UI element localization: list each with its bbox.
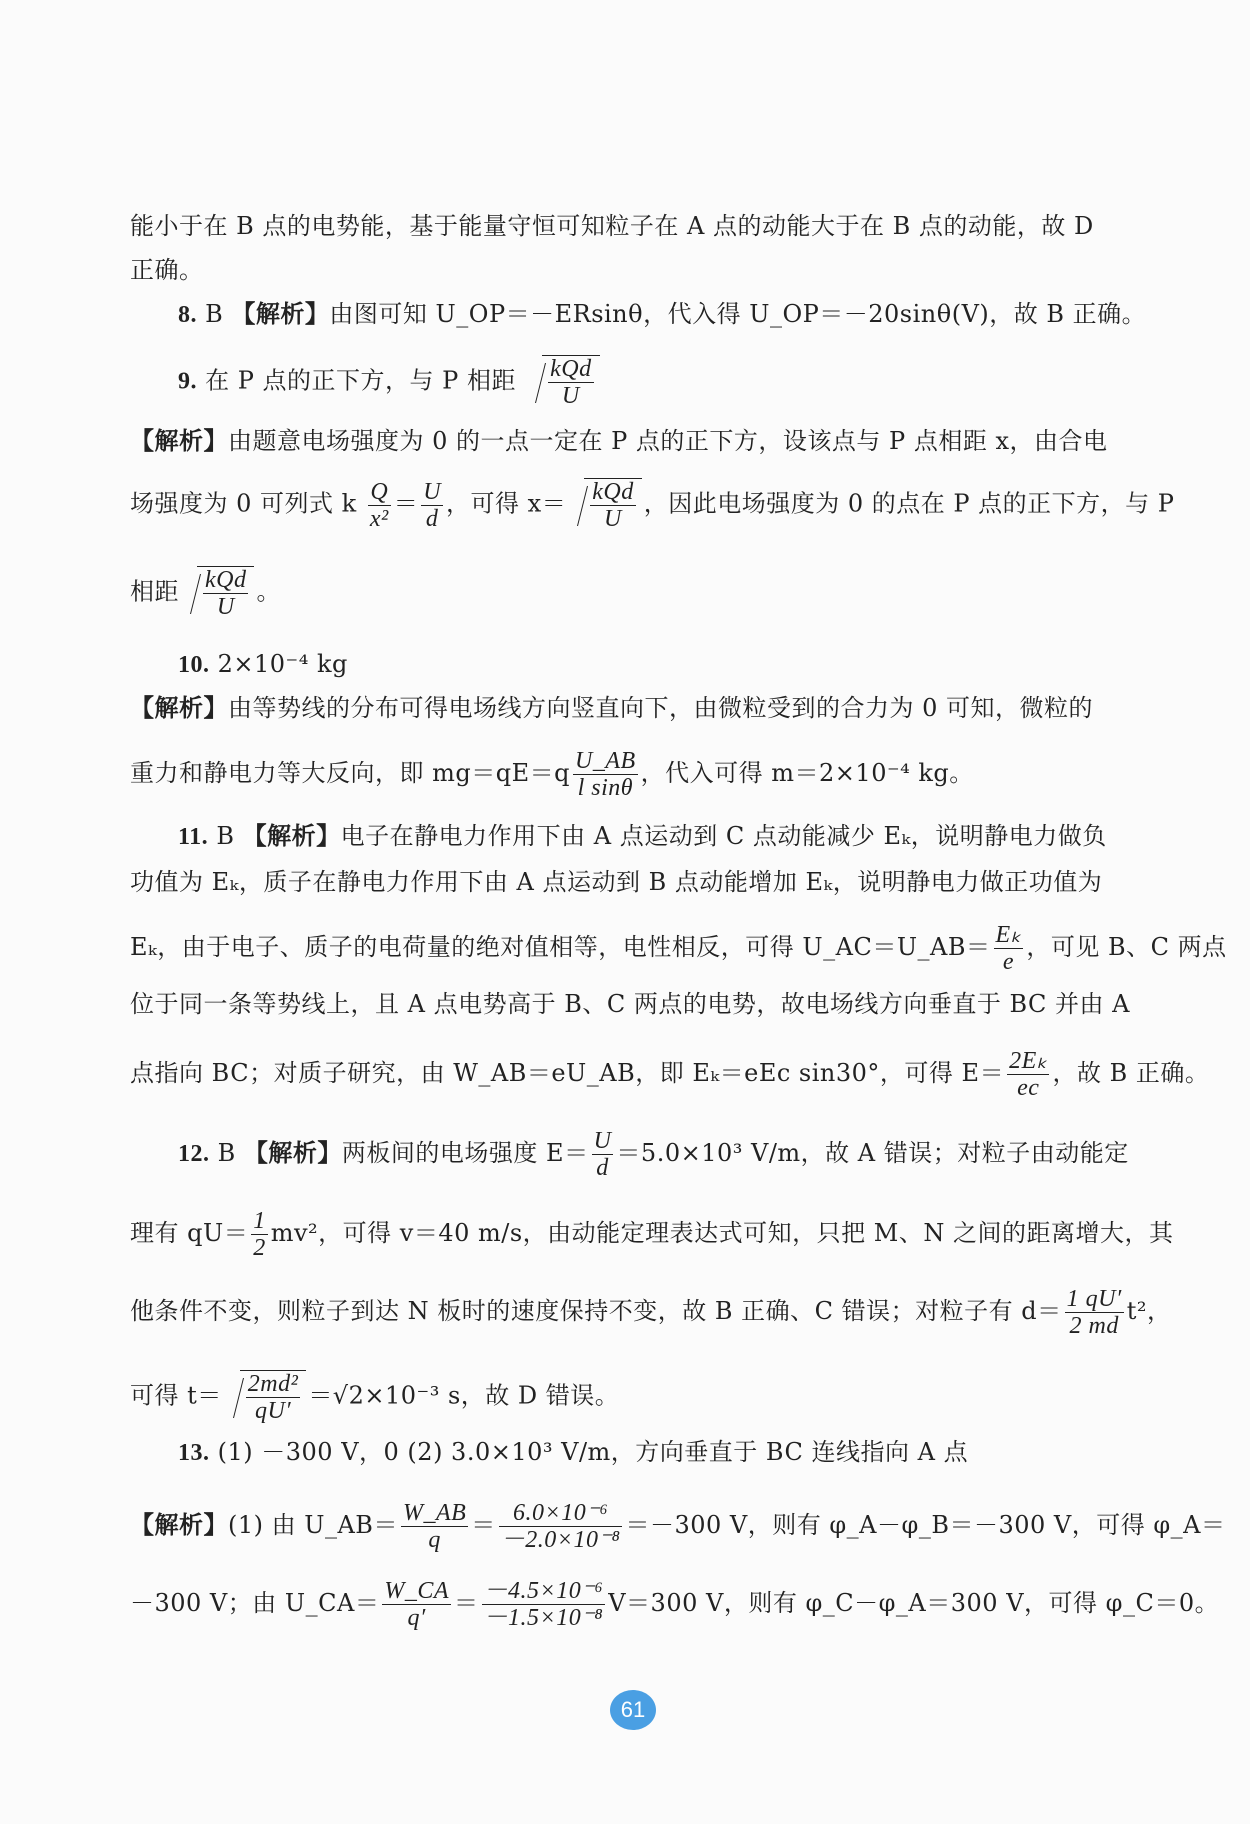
answer-10: 10. 2×10⁻⁴ kg [178, 650, 348, 678]
question-number: 11. [178, 824, 209, 850]
question-number: 9. [178, 368, 197, 395]
page-number-badge: 61 [610, 1690, 656, 1730]
fraction: $\frac{U\_AB}{\text{l sinθ}}$ [575, 748, 636, 801]
analysis-tag: 【解析】 [130, 1510, 228, 1539]
text-line: 能小于在 B 点的电势能，基于能量守恒可知粒子在 A 点的动能大于在 B 点的动能，故 D [130, 212, 1094, 240]
text-line: 正确。 [130, 256, 204, 284]
text-line: 重力和静电力等大反向，即 mg＝qE＝q $\frac{U\_AB}{\text{l sinθ}}$ ，代入可得 m＝2×10⁻⁴ kg。 [130, 748, 974, 801]
text-line: 场强度为 0 可列式 k $\frac{Q}{\text{x²}}$ ＝ $\frac{U}{d}$ ，可得 x＝ $\frac{\text{kQd}}{U}$ ，因此电场强度为 0 的点在 P 点的正下方，与 P [130, 478, 1175, 532]
sqrt-expression: $\frac{\text{2md²}}{qU'}$ [224, 1370, 307, 1424]
sqrt-expression: $\frac{\text{kQd}}{U}$ [181, 566, 254, 620]
text-line: 相距 $\frac{\text{kQd}}{U}$ 。 [130, 567, 281, 620]
answer-11: 11. B 【解析】电子在静电力作用下由 A 点运动到 C 点动能减少 Eₖ，说明静电力做负 [178, 821, 1107, 850]
analysis-10: 【解析】由等势线的分布可得电场线方向竖直向下，由微粒受到的合力为 0 可知，微粒的 [130, 693, 1094, 722]
analysis-tag: 【解析】 [243, 1138, 342, 1167]
question-number: 12. [178, 1141, 210, 1167]
text-line: 位于同一条等势线上，且 A 点电势高于 B、C 两点的电势，故电场线方向垂直于 BC 并由 A [130, 990, 1131, 1018]
answer-12: 12. B 【解析】两板间的电场强度 E＝ $\frac{U}{d}$ ＝5.0×10³ V/m，故 A 错误；对粒子由动能定 [178, 1128, 1129, 1181]
sqrt-expression: $\frac{\text{kQd}}{U}$ [526, 355, 599, 409]
text-line: 点指向 BC；对质子研究，由 W_AB＝eU_AB，即 Eₖ＝eEc sin30°，可得 E＝ $\frac{\text{2Eₖ}}{ec}$ ，故 B 正确。 [130, 1048, 1210, 1101]
text-line: 他条件不变，则粒子到达 N 板时的速度保持不变，故 B 正确、C 错误；对粒子有 d＝ $\frac{1 qU'}{2 md}$ t²， [130, 1286, 1172, 1339]
answer-13: 13. (1) －300 V，0 (2) 3.0×10³ V/m，方向垂直于 BC 连线指向 A 点 [178, 1438, 969, 1466]
analysis-tag: 【解析】 [130, 693, 228, 722]
answer-choice: B [205, 300, 224, 328]
analysis-9: 【解析】由题意电场强度为 0 的一点一定在 P 点的正下方，设该点与 P 点相距 x，由合电 [130, 426, 1108, 455]
fraction: $\frac{W\_AB}{q}$ [402, 1500, 467, 1553]
fraction: $\frac{\text{6.0×10⁻⁶}}{\text{－2.0×10⁻⁸}}$ [500, 1500, 621, 1553]
fraction: $\frac{\text{2Eₖ}}{ec}$ [1009, 1048, 1048, 1101]
sqrt-expression: $\frac{\text{kQd}}{U}$ [568, 478, 641, 532]
question-number: 8. [178, 302, 197, 328]
analysis-tag: 【解析】 [130, 426, 228, 455]
text-line: Eₖ，由于电子、质子的电荷量的绝对值相等，电性相反，可得 U_AC＝U_AB＝ $\frac{\text{Eₖ}}{e}$ ，可见 B、C 两点 [130, 922, 1227, 975]
text-line: 可得 t＝ $\frac{\text{2md²}}{qU'}$ ＝√2×10⁻³ s，故 D 错误。 [130, 1371, 620, 1424]
fraction: $\frac{U}{d}$ [423, 478, 442, 532]
fraction: $\frac{U}{d}$ [593, 1128, 612, 1181]
fraction: $\frac{\text{－4.5×10⁻⁶}}{\text{－1.5×10⁻⁸}}$ [483, 1578, 604, 1631]
analysis-13: 【解析】(1) 由 U_AB＝ $\frac{W\_AB}{q}$ ＝ $\frac{\text{6.0×10⁻⁶}}{\text{－2.0×10⁻⁸}}$ ＝－300 V，则有 φ_A－φ_B＝－300 V，可得 φ_A＝ [130, 1500, 1226, 1553]
fraction: $\frac{\text{Eₖ}}{e}$ [995, 922, 1022, 975]
answer-8: 8. B 【解析】由图可知 U_OP＝－ERsinθ，代入得 U_OP＝－20sinθ(V)，故 B 正确。 [178, 299, 1147, 328]
text-line: －300 V；由 U_CA＝ $\frac{W\_CA}{q'}$ ＝ $\frac{\text{－4.5×10⁻⁶}}{\text{－1.5×10⁻⁸}}$ V＝300 V，则有 φ_C－φ_A＝300 V，可得 φ_C＝0。 [130, 1578, 1220, 1631]
text-line: 功值为 Eₖ，质子在静电力作用下由 A 点运动到 B 点动能增加 Eₖ，说明静电力做正功值为 [130, 868, 1103, 896]
question-number: 10. [178, 652, 210, 678]
fraction: $\frac{W\_CA}{q'}$ [384, 1578, 449, 1631]
question-number: 13. [178, 1440, 210, 1466]
analysis-tag: 【解析】 [231, 299, 330, 328]
analysis-tag: 【解析】 [242, 821, 341, 850]
answer-9: 9. 在 P 点的正下方，与 P 相距 $\frac{\text{kQd}}{U}$ [178, 355, 1145, 409]
fraction: $\frac{Q}{\text{x²}}$ [369, 478, 389, 532]
fraction: $\frac{1 qU'}{2 md}$ [1066, 1286, 1122, 1339]
text-line: 理有 qU＝ $\frac{1}{2}$ mv²，可得 v＝40 m/s，由动能定理表达式可知，只把 M、N 之间的距离增大，其 [130, 1208, 1174, 1261]
fraction: $\frac{1}{2}$ [253, 1208, 266, 1261]
